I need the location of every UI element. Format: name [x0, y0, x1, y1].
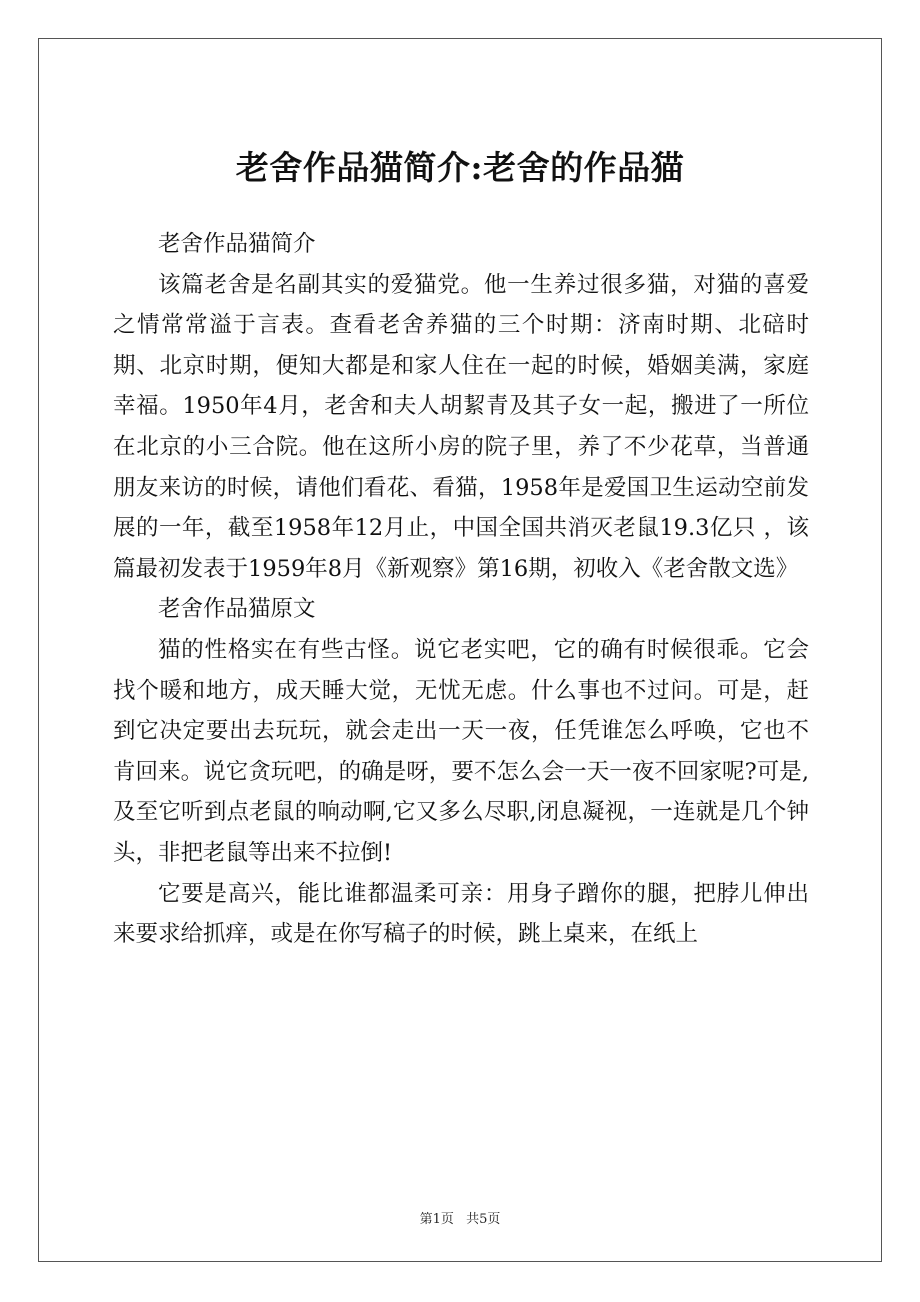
document-title: 老舍作品猫简介:老舍的作品猫 [235, 148, 685, 187]
page-total: 共5页 [466, 1212, 501, 1227]
page-footer [0, 1208, 920, 1227]
paragraph-original-1: 猫的性格实在有些古怪。说它老实吧，它的确有时候很乖。它会找个暖和地方，成天睡大觉，无忧无虑。什么事也不过问。可是，赶到它决定要出去玩玩，就会走出一天一夜，任凭谁怎么呼唤，它也不肯回来。说它贪玩吧，的确是呀，要不怎么会一天一夜不回家呢?可是,及至它听到点老鼠的响动啊,它又多么尽职,闭息凝视，一连就是几个钟头，非把老鼠等出来不拉倒! [113, 636, 809, 866]
paragraph-original-2: 它要是高兴，能比谁都温柔可亲：用身子蹭你的腿，把脖儿伸出来要求给抓痒，或是在你写稿子的时候，跳上桌来，在纸上 [113, 880, 809, 948]
page-number: 第1页 [419, 1212, 454, 1227]
section-heading-intro: 老舍作品猫简介 [158, 231, 316, 257]
document-body [113, 224, 809, 955]
paragraph-intro: 该篇老舍是名副其实的爱猫党。他一生养过很多猫，对猫的喜爱之情常常溢于言表。查看老舍养猫的三个时期：济南时期、北碚时期、北京时期，便知大都是和家人住在一起的时候，婚姻美满，家庭幸福。1950年4月，老舍和夫人胡絜青及其子女一起，搬进了一所位在北京的小三合院。他在这所小房的院子里，养了不少花草，当普通朋友来访的时候，请他们看花、看猫，1958年是爱国卫生运动空前发展的一年，截至1958年12月止，中国全国共消灭老鼠19.3亿只 ，该篇最初发表于1959年8月《新观察》第16期，初收入《老舍散文选》 [113, 271, 809, 582]
section-heading-original: 老舍作品猫原文 [158, 596, 316, 623]
